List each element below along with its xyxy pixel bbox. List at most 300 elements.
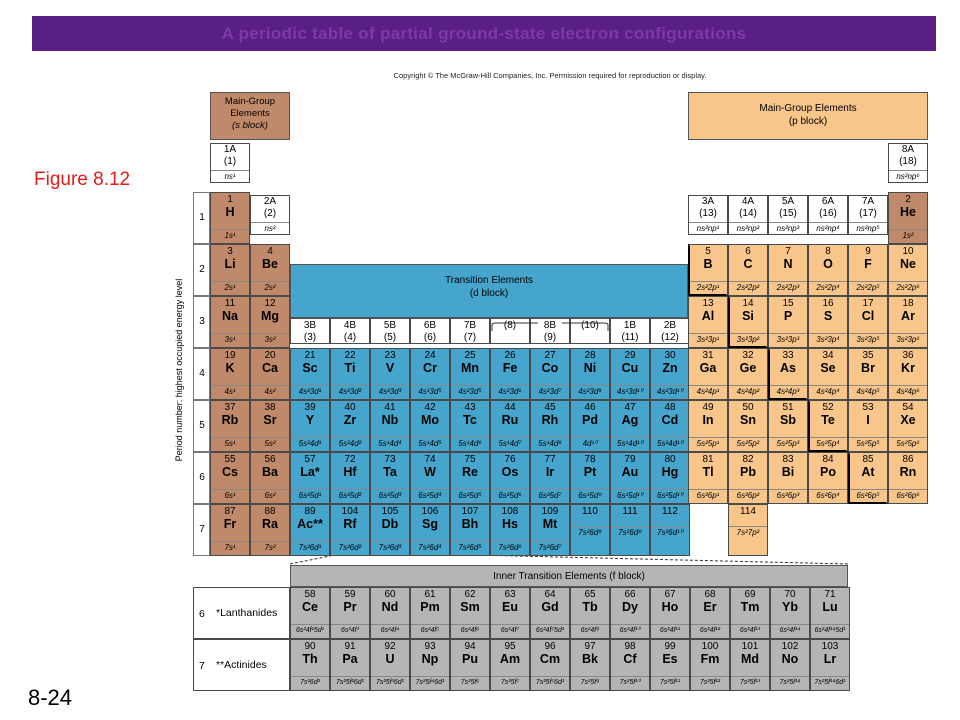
- element-cell: [330, 452, 370, 504]
- f-series-label: [193, 587, 290, 639]
- atomic-number: 26: [504, 350, 516, 361]
- d-group-label: 7B: [463, 320, 477, 331]
- electron-configuration: 6s²6p⁴: [809, 489, 847, 501]
- element-symbol: Ir: [545, 465, 555, 479]
- period-number-box: [193, 296, 210, 348]
- d-group-number: (11): [621, 332, 639, 343]
- element-cell: [848, 348, 888, 400]
- atomic-number: 16: [822, 298, 834, 309]
- group-label: 7A: [861, 196, 875, 207]
- element-cell: [210, 504, 250, 556]
- electron-configuration: 6s²5d⁵: [451, 489, 489, 501]
- electron-configuration: 7s²5f⁶: [451, 676, 489, 688]
- element-symbol: Ga: [699, 361, 717, 375]
- electron-configuration: 4s²4p⁴: [809, 385, 847, 397]
- atomic-number: 61: [424, 589, 436, 600]
- period-number-box: [193, 348, 210, 400]
- group-label: 8A: [901, 144, 915, 155]
- electron-configuration: 5s¹4d¹⁰: [611, 437, 649, 449]
- element-symbol: Br: [861, 361, 875, 375]
- element-symbol: S: [823, 309, 833, 323]
- element-cell: [808, 348, 848, 400]
- group-number: (13): [699, 208, 717, 219]
- group-label: 3A: [701, 196, 715, 207]
- atomic-number: 10: [902, 246, 914, 257]
- element-cell: [888, 452, 928, 504]
- group-label: 2A: [263, 196, 277, 207]
- atomic-number: 80: [664, 454, 676, 465]
- element-cell: [410, 452, 450, 504]
- electron-configuration: 6s²4f¹5d¹: [291, 624, 329, 636]
- f-element-cell: [410, 587, 450, 639]
- atomic-number: 17: [862, 298, 874, 309]
- element-symbol: Ag: [621, 413, 639, 427]
- element-cell: [610, 504, 650, 556]
- atomic-number: 112: [662, 506, 678, 517]
- element-symbol: Fe: [502, 361, 518, 375]
- atomic-number: 9: [865, 246, 871, 257]
- atomic-number: 7: [785, 246, 791, 257]
- electron-configuration: 3s²3p⁵: [849, 333, 887, 345]
- d-group-number: (6): [423, 332, 437, 343]
- atomic-number: 78: [584, 454, 596, 465]
- atomic-number: 67: [664, 589, 676, 600]
- d-group-number: (5): [383, 332, 397, 343]
- atomic-number: 38: [264, 402, 276, 413]
- group-config: ns²np³: [769, 222, 807, 234]
- element-cell: [210, 192, 250, 244]
- atomic-number: 3: [227, 246, 233, 257]
- atomic-number: 54: [902, 402, 914, 413]
- electron-configuration: 7s²5f¹¹: [651, 676, 689, 688]
- electron-configuration: 5s²5p⁶: [889, 437, 927, 449]
- electron-configuration: 6s²4f¹³: [731, 624, 769, 636]
- group-header-g14: [728, 195, 768, 235]
- atomic-number: 102: [781, 641, 799, 652]
- element-symbol: Sm: [460, 600, 480, 614]
- electron-configuration: 4s²3d¹: [291, 385, 329, 397]
- f-element-cell: [690, 639, 730, 691]
- atomic-number: 76: [504, 454, 516, 465]
- element-symbol: Al: [701, 309, 715, 323]
- atomic-number: 79: [624, 454, 636, 465]
- element-cell: [490, 348, 530, 400]
- electron-configuration: 7s²5f¹⁴6d¹: [811, 676, 849, 688]
- group-config: ns²np⁴: [809, 222, 847, 234]
- electron-configuration: 7s²6d⁶: [491, 541, 529, 553]
- atomic-number: 19: [224, 350, 236, 361]
- atomic-number: 75: [464, 454, 476, 465]
- element-symbol: Cs: [222, 465, 238, 479]
- atomic-number: 87: [224, 506, 236, 517]
- d-group-number: (10): [581, 320, 599, 331]
- element-cell: [250, 244, 290, 296]
- f-element-cell: [730, 639, 770, 691]
- atomic-number: 73: [384, 454, 396, 465]
- element-cell: [250, 504, 290, 556]
- element-cell: [330, 504, 370, 556]
- electron-configuration: 7s²6d⁸: [571, 526, 609, 538]
- f-block-header: Inner Transition Elements (f block): [290, 565, 848, 587]
- electron-configuration: 7s¹: [211, 541, 249, 553]
- element-cell: [410, 400, 450, 452]
- atomic-number: 24: [424, 350, 436, 361]
- element-symbol: Ta: [383, 465, 397, 479]
- element-symbol: Tb: [582, 600, 598, 614]
- atomic-number: 31: [702, 350, 714, 361]
- period-number-box: [193, 452, 210, 504]
- electron-configuration: 5s¹4d⁸: [531, 437, 569, 449]
- atomic-number: 101: [741, 641, 759, 652]
- group-label: 4A: [741, 196, 755, 207]
- d-group-header: [410, 318, 450, 344]
- element-symbol: Cd: [661, 413, 679, 427]
- electron-configuration: 6s¹5d⁹: [571, 489, 609, 501]
- electron-configuration: 3s²3p²: [729, 333, 767, 345]
- electron-configuration: 4s²4p³: [769, 385, 807, 397]
- electron-configuration: 5s¹: [211, 437, 249, 449]
- element-symbol: Se: [820, 361, 836, 375]
- d-group-header: [610, 318, 650, 344]
- element-cell: [768, 296, 808, 348]
- element-symbol: Si: [742, 309, 754, 323]
- element-symbol: Th: [302, 652, 318, 666]
- element-symbol: Pd: [582, 413, 598, 427]
- element-cell: [450, 400, 490, 452]
- atomic-number: 111: [622, 506, 638, 517]
- element-cell: [330, 400, 370, 452]
- element-cell: [848, 244, 888, 296]
- electron-configuration: 3s²3p¹: [689, 333, 727, 345]
- group-header-g2: [250, 195, 290, 235]
- atomic-number: 53: [862, 402, 874, 413]
- element-cell: [610, 400, 650, 452]
- element-cell: [250, 452, 290, 504]
- atomic-number: 105: [381, 506, 399, 517]
- d-block-header: [290, 264, 688, 318]
- atomic-number: 39: [304, 402, 316, 413]
- element-symbol: Hg: [661, 465, 679, 479]
- group-number: (1): [223, 156, 237, 167]
- element-symbol: Bi: [781, 465, 795, 479]
- element-symbol: Sb: [780, 413, 796, 427]
- element-symbol: Ti: [344, 361, 356, 375]
- element-symbol: Lr: [823, 652, 837, 666]
- element-cell: [650, 400, 690, 452]
- copyright-notice: Copyright © The McGraw-Hill Companies, Inc. Permission required for reproduction or display.: [393, 71, 707, 80]
- electron-configuration: 5s²4d¹: [291, 437, 329, 449]
- group-config: ns²: [251, 222, 289, 234]
- group-header-g16: [808, 195, 848, 235]
- d-group-number: (8): [503, 320, 517, 331]
- atomic-number: 1: [227, 194, 233, 205]
- element-symbol: Cm: [539, 652, 561, 666]
- d-group-label: 5B: [383, 320, 397, 331]
- element-symbol: Zr: [343, 413, 357, 427]
- electron-configuration: 4s²3d²: [331, 385, 369, 397]
- atomic-number: 28: [584, 350, 596, 361]
- f-element-cell: [370, 639, 410, 691]
- electron-configuration: 6s²6p⁵: [849, 489, 887, 501]
- element-symbol: Eu: [502, 600, 518, 614]
- element-symbol: Lu: [822, 600, 838, 614]
- electron-configuration: 5s¹4d⁴: [371, 437, 409, 449]
- f-period-number: 6: [199, 608, 205, 620]
- electron-configuration: 7s²5f¹⁴: [771, 676, 809, 688]
- electron-configuration: 4s²4p⁵: [849, 385, 887, 397]
- element-symbol: Co: [541, 361, 559, 375]
- element-cell: [210, 400, 250, 452]
- atomic-number: 97: [584, 641, 596, 652]
- atomic-number: 89: [304, 506, 316, 517]
- atomic-number: 29: [624, 350, 636, 361]
- element-symbol: W: [424, 465, 436, 479]
- f-element-cell: [690, 587, 730, 639]
- element-symbol: Fm: [700, 652, 720, 666]
- electron-configuration: 6s²6p⁶: [889, 489, 927, 501]
- electron-configuration: 7s²5f⁹: [571, 676, 609, 688]
- electron-configuration: 4s²3d⁵: [451, 385, 489, 397]
- electron-configuration: 7s²6d⁴: [411, 541, 449, 553]
- period-number-box: [193, 244, 210, 296]
- element-cell: [210, 244, 250, 296]
- element-cell: [808, 452, 848, 504]
- group-number: (18): [899, 156, 917, 167]
- electron-configuration: 6s¹: [211, 489, 249, 501]
- electron-configuration: 5s¹4d⁶: [451, 437, 489, 449]
- electron-configuration: 6s²4f¹⁴: [771, 624, 809, 636]
- electron-configuration: 2s²2p⁵: [849, 281, 887, 293]
- element-symbol: Bh: [461, 517, 479, 531]
- element-symbol: Pu: [462, 652, 478, 666]
- element-symbol: Ba: [262, 465, 278, 479]
- atomic-number: 44: [504, 402, 516, 413]
- electron-configuration: 2s²2p⁶: [889, 281, 927, 293]
- electron-configuration: 7s²5f⁴6d¹: [411, 676, 449, 688]
- element-symbol: Db: [381, 517, 399, 531]
- d-group-number: (9): [543, 332, 557, 343]
- element-symbol: P: [783, 309, 793, 323]
- f-element-cell: [330, 587, 370, 639]
- electron-configuration: 6s²4f⁹: [571, 624, 609, 636]
- atomic-number: 8: [825, 246, 831, 257]
- electron-configuration: 6s²5d²: [331, 489, 369, 501]
- element-cell: [410, 348, 450, 400]
- element-cell: [808, 400, 848, 452]
- atomic-number: 86: [902, 454, 914, 465]
- element-symbol: I: [866, 413, 870, 427]
- electron-configuration: 6s²5d¹: [291, 489, 329, 501]
- electron-configuration: 4s²3d⁸: [571, 385, 609, 397]
- element-cell: [888, 244, 928, 296]
- electron-configuration: 4s²3d⁶: [491, 385, 529, 397]
- electron-configuration: 7s²5f⁷: [491, 676, 529, 688]
- atomic-number: 42: [424, 402, 436, 413]
- atomic-number: 95: [504, 641, 516, 652]
- atomic-number: 47: [624, 402, 636, 413]
- electron-configuration: 4s²3d³: [371, 385, 409, 397]
- atomic-number: 110: [582, 506, 598, 517]
- d-group-number: (12): [661, 332, 679, 343]
- element-cell: [290, 452, 330, 504]
- atomic-number: 15: [782, 298, 794, 309]
- atomic-number: 18: [902, 298, 914, 309]
- electron-configuration: 4s²3d¹⁰: [651, 385, 689, 397]
- electron-configuration: 6s²4f¹⁰: [611, 624, 649, 636]
- atomic-number: 6: [745, 246, 751, 257]
- d-group-number: (4): [343, 332, 357, 343]
- atomic-number: 30: [664, 350, 676, 361]
- period-number: 4: [199, 368, 205, 379]
- element-symbol: Rn: [899, 465, 917, 479]
- element-cell: [210, 452, 250, 504]
- electron-configuration: 7s²6d⁵: [451, 541, 489, 553]
- electron-configuration: 6s²5d¹⁰: [651, 489, 689, 501]
- electron-configuration: 4s²4p⁶: [889, 385, 927, 397]
- f-element-cell: [530, 587, 570, 639]
- element-symbol: Es: [662, 652, 678, 666]
- electron-configuration: 5s²5p²: [729, 437, 767, 449]
- p-block-header: [688, 92, 928, 140]
- element-cell: [808, 296, 848, 348]
- element-cell: [808, 244, 848, 296]
- page-number: 8-24: [28, 685, 73, 710]
- electron-configuration: 7s²6d⁹: [611, 526, 649, 538]
- element-cell: [410, 504, 450, 556]
- element-symbol: Nb: [381, 413, 399, 427]
- electron-configuration: 6s²4f⁶: [451, 624, 489, 636]
- atomic-number: 92: [384, 641, 396, 652]
- d-group-header: [290, 318, 330, 344]
- element-symbol: Zn: [662, 361, 678, 375]
- atomic-number: 12: [264, 298, 276, 309]
- element-cell: [530, 452, 570, 504]
- element-symbol: Ca: [262, 361, 278, 375]
- atomic-number: 62: [464, 589, 476, 600]
- f-series-label: [193, 639, 290, 691]
- electron-configuration: 6s²4f⁷: [491, 624, 529, 636]
- element-cell: [490, 504, 530, 556]
- f-element-cell: [810, 587, 850, 639]
- electron-configuration: 7s²6d¹: [291, 541, 329, 553]
- element-symbol: K: [225, 361, 235, 375]
- element-symbol: F: [864, 257, 872, 271]
- group-config: ns²np²: [729, 222, 767, 234]
- electron-configuration: 6s²4f⁷5d¹: [531, 624, 569, 636]
- element-symbol: Sn: [740, 413, 756, 427]
- electron-configuration: 7s²6d¹⁰: [651, 526, 689, 538]
- f-element-cell: [730, 587, 770, 639]
- element-cell: [688, 244, 728, 296]
- atomic-number: 108: [501, 506, 519, 517]
- atomic-number: 70: [784, 589, 796, 600]
- element-cell: [250, 400, 290, 452]
- atomic-number: 49: [702, 402, 714, 413]
- atomic-number: 52: [822, 402, 834, 413]
- electron-configuration: 6s²4f⁵: [411, 624, 449, 636]
- electron-configuration: 4s¹3d¹⁰: [611, 385, 649, 397]
- electron-configuration: 7s²5f³6d¹: [371, 676, 409, 688]
- element-symbol: Md: [740, 652, 760, 666]
- f-element-cell: [330, 639, 370, 691]
- element-symbol: V: [385, 361, 395, 375]
- element-cell: [250, 348, 290, 400]
- element-cell: [570, 400, 610, 452]
- d-group-number: (7): [463, 332, 477, 343]
- atomic-number: 32: [742, 350, 754, 361]
- element-cell: [490, 400, 530, 452]
- group-header-g18: [888, 143, 928, 183]
- element-cell: [728, 400, 768, 452]
- element-symbol: Pa: [342, 652, 358, 666]
- atomic-number: 41: [384, 402, 396, 413]
- atomic-number: 107: [461, 506, 479, 517]
- d-group-label: 8B: [543, 320, 557, 331]
- element-symbol: Cu: [621, 361, 639, 375]
- atomic-number: 68: [704, 589, 716, 600]
- element-cell: [530, 400, 570, 452]
- group-header-g17: [848, 195, 888, 235]
- element-symbol: Mo: [420, 413, 440, 427]
- f-series-name: **Actinides: [216, 659, 267, 671]
- group-header-g1: [210, 143, 250, 183]
- atomic-number: 27: [544, 350, 556, 361]
- element-symbol: Sg: [422, 517, 438, 531]
- element-symbol: Ge: [739, 361, 757, 375]
- s-block-subtitle: (s block): [232, 120, 268, 131]
- element-symbol: Mg: [260, 309, 280, 323]
- atomic-number: 56: [264, 454, 276, 465]
- element-symbol: H: [225, 205, 235, 219]
- group-label: 5A: [781, 196, 795, 207]
- electron-configuration: 6s²4f³: [331, 624, 369, 636]
- atomic-number: 43: [464, 402, 476, 413]
- electron-configuration: 2s²2p¹: [689, 281, 727, 293]
- electron-configuration: 7s²6d⁷: [531, 541, 569, 553]
- electron-configuration: 6s²4f¹²: [691, 624, 729, 636]
- element-symbol: Rf: [343, 517, 357, 531]
- atomic-number: 40: [344, 402, 356, 413]
- element-symbol: Dy: [622, 600, 638, 614]
- element-cell: [728, 452, 768, 504]
- element-cell: [848, 296, 888, 348]
- electron-configuration: 6s²6p¹: [689, 489, 727, 501]
- element-symbol: N: [783, 257, 793, 271]
- atomic-number: 45: [544, 402, 556, 413]
- element-symbol: Na: [222, 309, 238, 323]
- electron-configuration: 6s²5d⁶: [491, 489, 529, 501]
- electron-configuration: 7s²5f¹³: [731, 676, 769, 688]
- electron-configuration: 4d¹⁰: [571, 437, 609, 449]
- atomic-number: 65: [584, 589, 596, 600]
- element-cell: [370, 452, 410, 504]
- atomic-number: 81: [702, 454, 714, 465]
- element-symbol: Kr: [901, 361, 915, 375]
- atomic-number: 4: [267, 246, 273, 257]
- element-symbol: Er: [703, 600, 717, 614]
- d-group-label: 6B: [423, 320, 437, 331]
- f-element-cell: [370, 587, 410, 639]
- d-group-header: [370, 318, 410, 344]
- electron-configuration: 3s²3p³: [769, 333, 807, 345]
- element-symbol: Hf: [343, 465, 357, 479]
- electron-configuration: 2s²2p⁴: [809, 281, 847, 293]
- period-number: 3: [199, 316, 205, 327]
- atomic-number: 94: [464, 641, 476, 652]
- d-group-label: 1B: [623, 320, 637, 331]
- element-cell: [688, 452, 728, 504]
- element-cell: [210, 296, 250, 348]
